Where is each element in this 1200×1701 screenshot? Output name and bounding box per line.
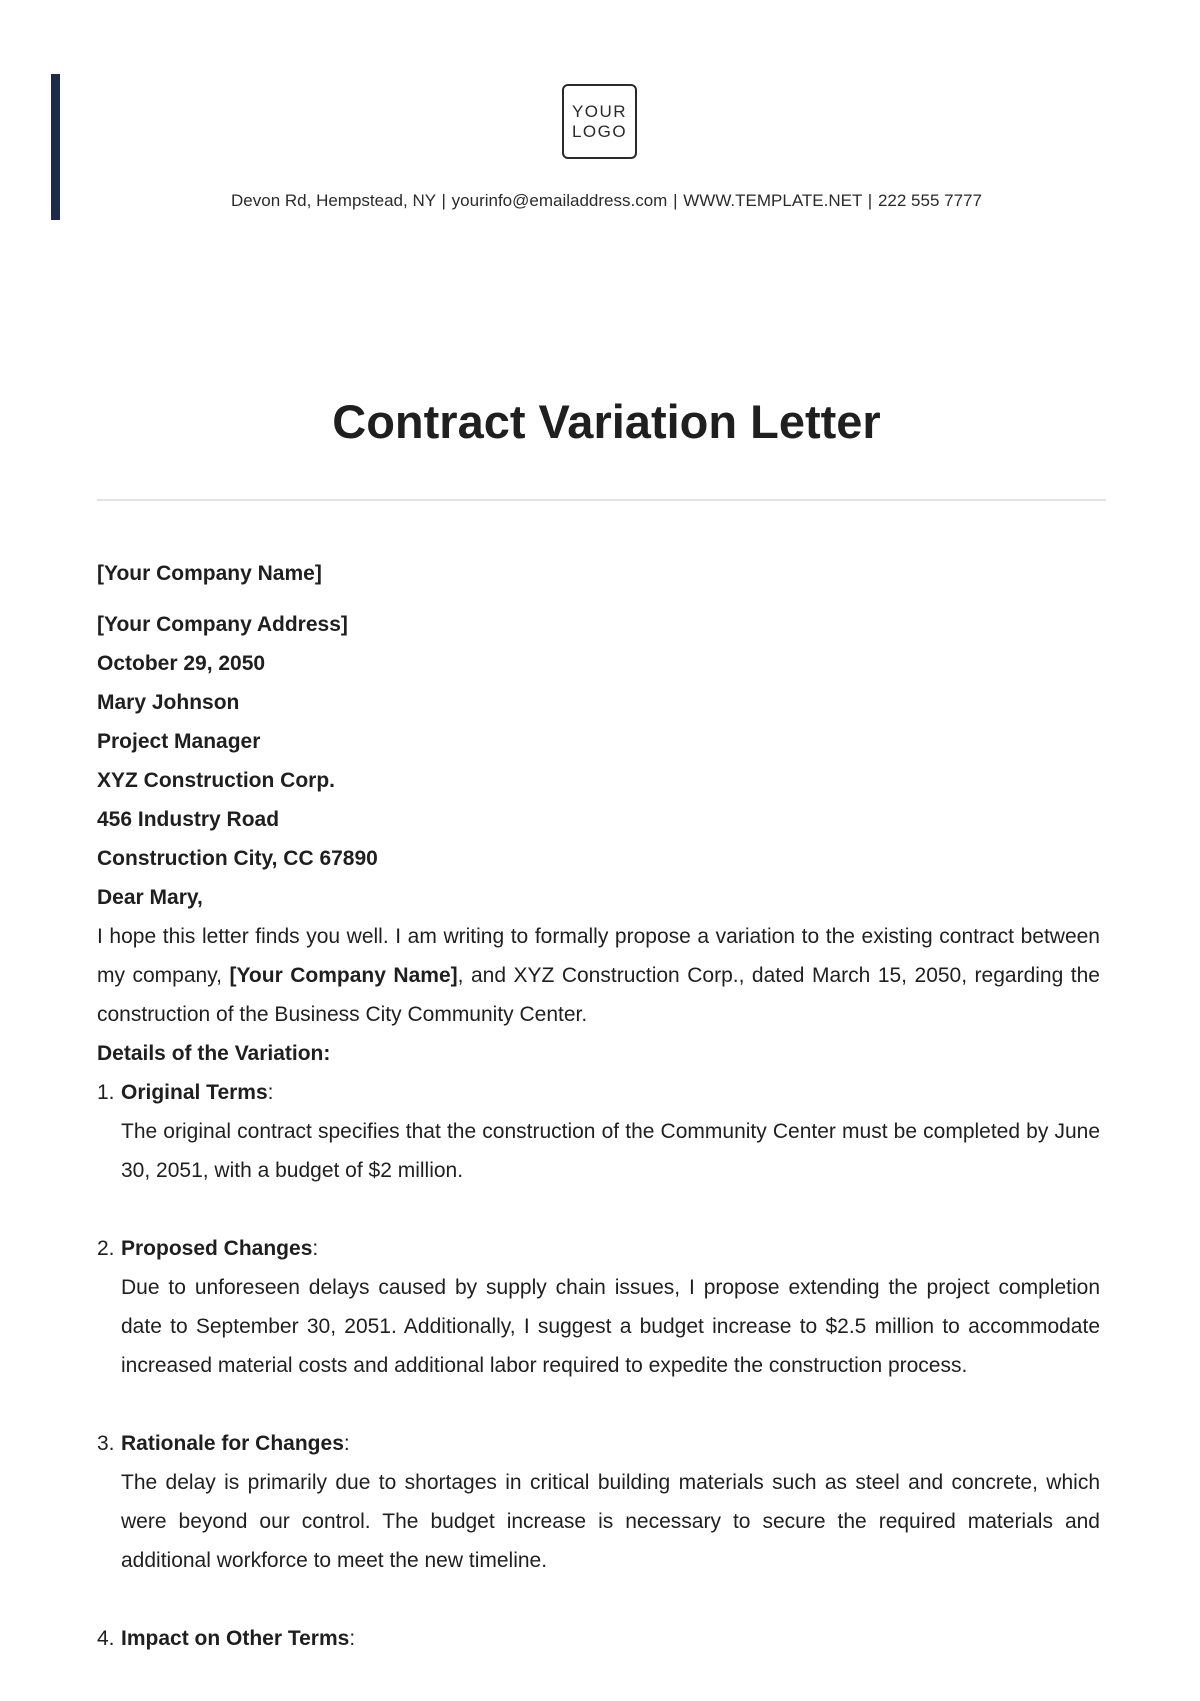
item-colon: : (312, 1237, 319, 1260)
list-item (97, 1073, 1100, 1190)
contact-separator: | (867, 191, 873, 210)
contact-email: yourinfo@emailaddress.com (451, 191, 668, 210)
sender-company-address: [Your Company Address] (97, 613, 348, 636)
recipient-title: Project Manager (97, 730, 261, 753)
contact-separator: | (441, 191, 446, 210)
contact-website: WWW.TEMPLATE.NET (683, 191, 863, 210)
item-heading-line (97, 1073, 1100, 1112)
item-number: 1. (97, 1081, 115, 1104)
list-item (97, 1424, 1100, 1580)
contact-info (0, 191, 1200, 211)
item-heading: Impact on Other Terms (121, 1627, 350, 1650)
details-heading: Details of the Variation: (97, 1042, 331, 1065)
recipient-name: Mary Johnson (97, 691, 240, 714)
intro-text-part-2: , and XYZ Construction Corp., dated March 15, 2050, regarding the construction of the Business City Community Center. (97, 964, 1100, 1026)
item-number: 3. (97, 1432, 115, 1455)
document-title: Contract Variation Letter (332, 395, 881, 448)
logo-line-2: LOGO (571, 121, 628, 141)
item-heading-line (97, 1619, 1100, 1658)
letter-body (97, 554, 1100, 1658)
item-body: Due to unforeseen delays caused by supply chain issues, I propose extending the project completion date to September 30, 2051. Additionally, I suggest a budget increase to $2.5 million to accommodate increased material costs and additional labor required to expedite the construction process. (121, 1276, 1100, 1377)
contact-separator: | (673, 191, 678, 210)
intro-company-name: [Your Company Name] (229, 964, 458, 987)
item-colon: : (349, 1627, 356, 1650)
contact-address: Devon Rd, Hempstead, NY (231, 191, 436, 210)
recipient-company: XYZ Construction Corp. (97, 769, 335, 792)
sender-company-name: [Your Company Name] (97, 562, 322, 585)
item-number: 4. (97, 1627, 115, 1650)
item-heading: Rationale for Changes (121, 1432, 344, 1455)
item-colon: : (343, 1432, 350, 1455)
title-divider (97, 499, 1106, 501)
intro-text-part-1: I hope this letter finds you well. I am writing to formally propose a variation to the existing contract between my company, (97, 925, 1100, 987)
list-item (97, 1229, 1100, 1385)
list-item (97, 1619, 1100, 1658)
recipient-street: 456 Industry Road (97, 808, 280, 831)
item-number: 2. (97, 1237, 115, 1260)
item-heading: Proposed Changes (121, 1237, 313, 1260)
item-body: The delay is primarily due to shortages in critical building materials such as steel and concrete, which were beyond our control. The budget increase is necessary to secure the required materials and additional workforce to meet the new timeline. (121, 1471, 1100, 1572)
company-logo (562, 84, 637, 159)
item-body: The original contract specifies that the construction of the Community Center must be completed by June 30, 2051, with a budget of $2 million. (121, 1120, 1100, 1182)
intro-paragraph (97, 917, 1100, 1034)
contact-phone: 222 555 7777 (877, 191, 982, 210)
salutation: Dear Mary, (97, 886, 203, 909)
logo-line-1: YOUR (571, 101, 628, 121)
item-heading-line (97, 1229, 1100, 1268)
item-heading: Original Terms (121, 1081, 268, 1104)
letter-date: October 29, 2050 (97, 652, 266, 675)
recipient-city: Construction City, CC 67890 (97, 847, 378, 870)
item-heading-line (97, 1424, 1100, 1463)
variation-list (97, 1073, 1100, 1658)
item-colon: : (267, 1081, 274, 1104)
